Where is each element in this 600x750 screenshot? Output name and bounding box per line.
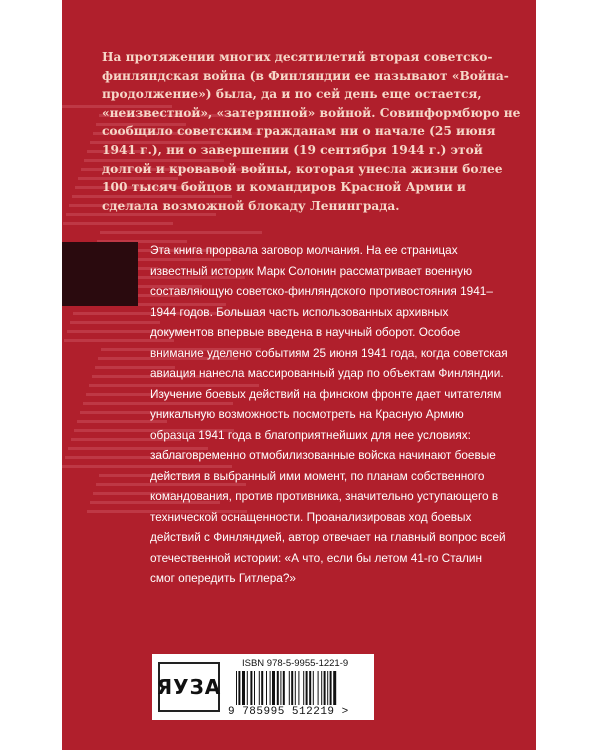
- description-paragraph: Эта книга прорвала заговор молчания. На ее страницах известный историк Марк Солонин рассматривает военную составляющую советско-финляндского противостояния 1941–1944 годов. Большая часть использованных архивных документов впервые введена в научный оборот. Особое внимание уделено событиям 25 июня 1941 года, когда советская авиация нанесла массированный удар по объектам Финляндии. Изучение боевых действий на финском фронте дает читателям уникальную возможность посмотреть на Красную Армию образца 1941 года в благоприятнейших для нее условиях: заблаговременно отмобилизованные войска начинают боевые действия в выбранный ими момент, по планам собственного командования, против противника, значительно уступающего в технической оснащенности. Проанализировав ход боевых действий с Финляндией, автор отвечает на главный вопрос всей отечественной истории: «А что, если бы летом 41-го Сталин смог опередить Гитлера?»: [150, 243, 508, 585]
- isbn-label: ISBN 978-5-9955-1221-9: [242, 658, 349, 669]
- intro-paragraph: На протяжении многих десятилетий вторая советско-финляндская война (в Финляндии ее называют «Война-продолжение») была, да и по сей день еще остается, «неизвестной», «затерянной» войной. Совинформбюро не сообщило советским гражданам ни о начале (25 июня 1941 г.), ни о завершении (19 сентября 1944 г.) этой долгой и кровавой войны, которая унесла жизни более 100 тысяч бойцов и командиров Красной Армии и сделала возможной блокаду Ленинграда.: [102, 50, 521, 213]
- ghost-line: [100, 231, 262, 234]
- ghost-line: [63, 222, 173, 225]
- barcode-panel: [152, 654, 374, 720]
- dark-accent-block: [62, 242, 138, 306]
- barcode-icon: [236, 671, 368, 705]
- publisher-logo: ЯУЗА: [158, 662, 220, 712]
- barcode-digits: 9 785995 512219 >: [228, 706, 349, 718]
- ghost-line: [70, 321, 160, 324]
